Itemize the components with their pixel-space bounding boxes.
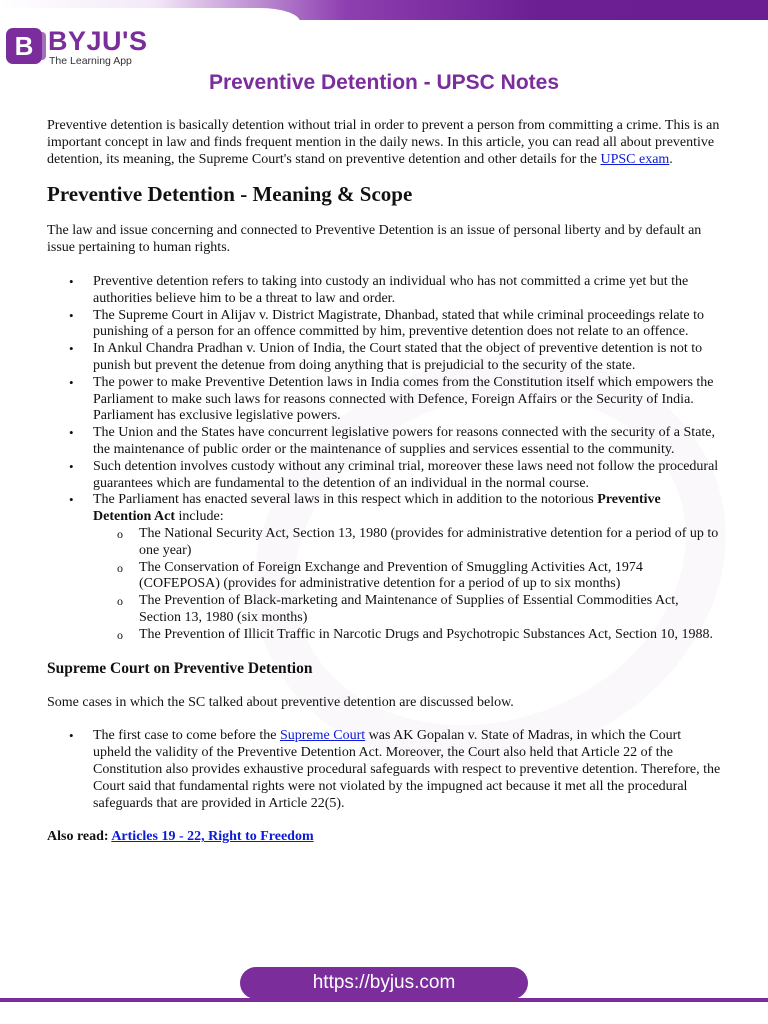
list-item	[93, 492, 721, 643]
section-heading-supreme-court: Supreme Court on Preventive Detention	[47, 659, 313, 677]
case-text-start: The first case to come before the	[93, 728, 280, 744]
list-item: • The Union and the States have concurrent legislative powers for reasons connected with the security of a State, the maintenance of public order or the maintenance of supplies and services essential to the community.	[93, 425, 721, 459]
sub-list-item: o The Prevention of Black-marketing and Maintenance of Supplies of Essential Commodities Act, Section 13, 1980 (six months)	[139, 593, 721, 627]
upsc-exam-link[interactable]: UPSC exam	[600, 151, 670, 167]
list-item: • Such detention involves custody without any criminal trial, moreover these laws need not follow the procedural guarantees which are fundamental to the detention of an individual in the normal course.	[93, 459, 721, 493]
footer-url-button[interactable]: https://byjus.com	[240, 967, 528, 999]
logo-name: BYJU'S	[48, 26, 148, 56]
byjus-logo[interactable]	[6, 26, 166, 70]
laws-intro-text: The Parliament has enacted several laws in this respect which in addition to the notorious	[93, 492, 598, 508]
preventive-detention-act-bold: Preventive Detention Act	[93, 492, 661, 525]
list-item: • Preventive detention refers to taking into custody an individual who has not committed a crime yet but the authorities believe him to be a threat to law and order.	[93, 274, 721, 308]
meaning-bullet-list	[47, 274, 721, 644]
case-text-rest: was AK Gopalan v. State of Madras, in which the Court upheld the validity of the Preventive Detention Act. Moreover, the Court also held that Article 22 of the Constitution also provides exhaustive procedural safeguards with respect to preventive detention. Therefore, the Court said that fundamental rights were not violated by the impugned act because it met all the procedural safeguards that are provided in Article 22(5).	[93, 728, 721, 811]
also-read	[47, 829, 721, 846]
sub-list-item: o The National Security Act, Section 13, 1980 (provides for administrative detention for a period of up to one year)	[139, 526, 721, 560]
page-title: Preventive Detention - UPSC Notes	[208, 71, 560, 94]
logo-mark-icon: B	[6, 28, 42, 64]
supreme-court-link[interactable]: Supreme Court	[279, 728, 366, 744]
intro-text: Preventive detention is basically detention without trial in order to prevent a person from committing a crime. This is an important concept in law and finds frequent mention in the daily news. In this article, you can read all about preventive detention, its meaning, the Supreme Court's stand on preventive detention and other details for the	[47, 118, 720, 167]
also-read-link[interactable]: Articles 19 - 22, Right to Freedom	[111, 829, 314, 845]
laws-sub-list	[93, 526, 721, 644]
section-heading-meaning: Preventive Detention - Meaning & Scope	[47, 182, 413, 207]
top-banner-curve	[0, 8, 300, 22]
list-item: • In Ankul Chandra Pradhan v. Union of India, the Court stated that the object of preventive detention is not to punish but prevent the detenue from doing anything that is prejudicial to the security of the state.	[93, 341, 721, 375]
also-read-label: Also read:	[47, 829, 112, 845]
laws-intro-end: include:	[175, 509, 224, 525]
sub-list-item: o The Prevention of Illicit Traffic in Narcotic Drugs and Psychotropic Substances Act, Section 10, 1988.	[139, 627, 721, 644]
logo-tagline: The Learning App	[49, 55, 132, 67]
sub-list-item: o The Conservation of Foreign Exchange and Prevention of Smuggling Activities Act, 1974 (COFEPOSA) (provides for administrative detention for a period of up to six months)	[139, 560, 721, 594]
list-item: • The Supreme Court in Alijav v. District Magistrate, Dhanbad, stated that while criminal proceedings relate to punishing of a person for an offence committed by him, preventive detention does not relate to an offence.	[93, 308, 721, 342]
section-meaning-paragraph: The law and issue concerning and connected to Preventive Detention is an issue of personal liberty and by default an issue pertaining to human rights.	[47, 223, 702, 256]
supreme-court-paragraph: Some cases in which the SC talked about preventive detention are discussed below.	[47, 694, 514, 710]
supreme-court-bullet-list	[47, 728, 721, 812]
intro-paragraph	[47, 118, 721, 168]
intro-end: .	[669, 151, 673, 167]
list-item: • The power to make Preventive Detention laws in India comes from the Constitution itself which empowers the Parliament to make such laws for reasons connected with Defence, Foreign Affairs or the Security of India. Parliament has exclusive legislative powers.	[93, 375, 721, 425]
list-item	[93, 728, 721, 812]
article-body	[47, 118, 721, 846]
